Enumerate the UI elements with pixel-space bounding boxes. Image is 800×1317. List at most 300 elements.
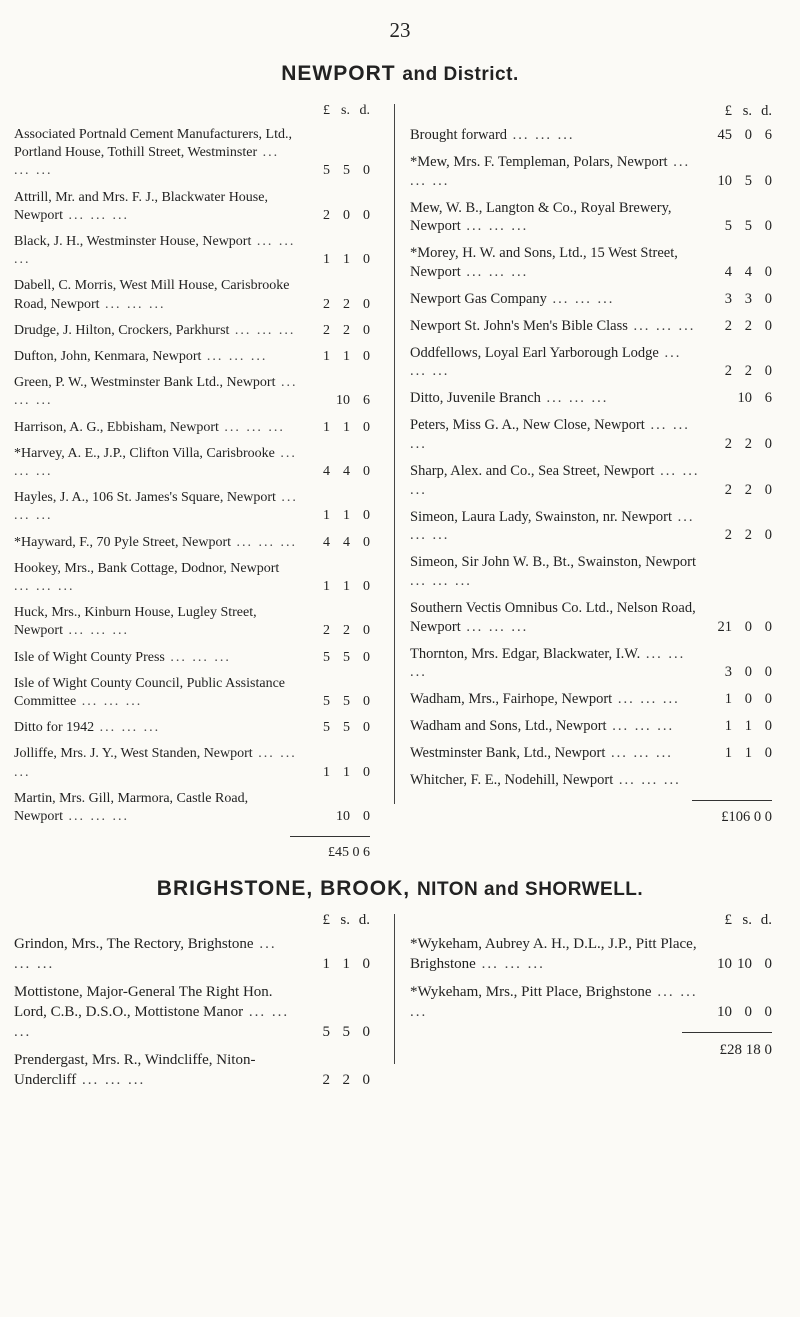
column-header [14, 910, 370, 930]
amount-shillings: 2 [744, 363, 752, 380]
entry-amount [708, 717, 772, 736]
subscriber-name: Newport Gas Company [410, 290, 547, 307]
leader-dots: ... ... ... [410, 417, 690, 452]
leader-dots: ... ... ... [63, 809, 129, 825]
leader-dots: ... ... ... [201, 349, 268, 365]
entry-line [14, 534, 370, 552]
subscriber-name: Oddfellows, Loyal Earl Yarborough Lodge [410, 344, 659, 361]
leader-dots: ... ... ... [14, 445, 297, 480]
amount-pounds: 4 [323, 534, 330, 550]
entry-line [410, 126, 772, 145]
subscriber-entry [410, 771, 772, 790]
currency-pence-header: d. [761, 103, 772, 119]
subscriber-name: Jolliffe, Mrs. J. Y., West Standen, Newport [14, 746, 253, 762]
entry-line [14, 719, 370, 737]
leader-dots: ... ... ... [605, 744, 673, 761]
currency-header [306, 910, 370, 930]
entry-line [14, 322, 370, 340]
entry-line [410, 690, 772, 709]
column-total [410, 1032, 772, 1062]
entry-amount [306, 649, 370, 667]
subscriber-entry [410, 416, 772, 454]
leader-dots: ... ... ... [63, 623, 129, 639]
amount-pounds: 1 [323, 764, 330, 780]
amount-pence: 6 [764, 127, 772, 143]
entry-line [14, 604, 370, 640]
entry-line [14, 790, 370, 826]
entry-line [14, 560, 370, 596]
leader-dots: ... ... ... [540, 390, 609, 407]
subscriber-name: Wadham, Mrs., Fairhope, Newport [410, 691, 613, 708]
subscriber-entry [410, 389, 772, 408]
subscriber-name: Prendergast, Mrs. R., Windcliffe, Niton-Undercliff [14, 1052, 256, 1088]
amount-pence: 0 [764, 435, 772, 452]
entry-amount [708, 663, 772, 682]
entry-line [410, 553, 772, 591]
amount-pounds: 3 [724, 664, 732, 681]
amount-shillings: 0 [343, 207, 350, 223]
currency-pence-header: d. [359, 103, 370, 118]
amount-shillings: 4 [343, 464, 350, 480]
subscriber-name: Westminster Bank, Ltd., Newport [410, 744, 606, 761]
entry-amount [306, 1070, 370, 1090]
entry-line [14, 1050, 370, 1090]
amount-shillings: 2 [744, 481, 752, 498]
amount-pence: 0 [362, 1024, 370, 1040]
subscriber-name: Mew, W. B., Langton & Co., Royal Brewery, Newport [410, 199, 672, 235]
amount-pence: 0 [764, 317, 772, 334]
amount-pence: 0 [764, 718, 772, 735]
entry-line [410, 982, 772, 1022]
total-amount: £106 0 0 [721, 808, 772, 825]
amount-pounds: 2 [724, 527, 732, 544]
leader-dots: ... ... ... [475, 956, 545, 972]
amount-shillings: 0 [744, 618, 752, 635]
subscriber-entry [410, 508, 772, 546]
entry-amount [306, 322, 370, 340]
amount-shillings: 10 [336, 809, 350, 825]
entry-line [14, 374, 370, 410]
subscriber-name: Wadham and Sons, Ltd., Newport [410, 718, 607, 735]
currency-shillings-header: s. [341, 103, 350, 118]
amount-pounds: 2 [323, 296, 330, 312]
amount-pounds: 2 [724, 435, 732, 452]
entry-amount [306, 764, 370, 782]
amount-pence: 0 [363, 720, 370, 736]
amount-shillings: 4 [343, 534, 350, 550]
entry-amount [306, 622, 370, 640]
amount-shillings: 0 [744, 691, 752, 708]
amount-pence: 0 [764, 172, 772, 189]
amount-pounds: 1 [323, 252, 330, 268]
amount-pounds: 10 [717, 956, 732, 972]
column-total [14, 836, 370, 866]
leader-dots: ... ... ... [460, 618, 529, 635]
subscriber-name: Harrison, A. G., Ebbisham, Newport [14, 419, 219, 435]
amount-pence: 0 [363, 649, 370, 665]
section-title-main: BRIGHSTONE, BROOK, [156, 877, 411, 900]
amount-pounds: 2 [323, 322, 330, 338]
entry-amount [306, 419, 370, 437]
leader-dots: ... ... ... [14, 375, 298, 409]
amount-pounds: 1 [323, 419, 330, 435]
leader-dots: ... ... ... [460, 264, 529, 281]
amount-pounds: 1 [322, 956, 330, 972]
entry-line [14, 934, 370, 974]
entry-amount [306, 534, 370, 552]
amount-pence: 0 [363, 809, 370, 825]
subscriber-entry [14, 277, 370, 313]
subscriber-entry [410, 645, 772, 683]
entry-amount [708, 126, 772, 145]
brighstone-left-column [14, 910, 370, 1098]
entry-amount [708, 690, 772, 709]
currency-pence-header: d. [358, 912, 370, 928]
entry-line [410, 317, 772, 336]
subscriber-name: Grindon, Mrs., The Rectory, Brighstone [14, 936, 254, 952]
entry-amount [306, 1022, 370, 1042]
amount-pence: 0 [363, 764, 370, 780]
subscriber-entry [410, 690, 772, 709]
entry-amount [708, 481, 772, 500]
entry-amount [708, 526, 772, 545]
amount-shillings: 5 [343, 694, 350, 710]
subscriber-entry [14, 445, 370, 481]
entry-line [410, 290, 772, 309]
amount-pounds: 1 [323, 579, 330, 595]
currency-pounds-header: £ [724, 912, 732, 928]
subscriber-name: Dufton, John, Kenmara, Newport [14, 349, 202, 365]
subscriber-entry [14, 719, 370, 737]
amount-pence: 0 [764, 664, 772, 681]
leader-dots: ... ... ... [14, 490, 298, 524]
subscriber-entry [410, 934, 772, 974]
amount-pounds: 2 [724, 317, 732, 334]
subscriber-entry [410, 553, 772, 591]
amount-pence: 0 [363, 534, 370, 550]
entry-amount [708, 362, 772, 381]
subscriber-entry [14, 649, 370, 667]
subscriber-name: *Mew, Mrs. F. Templeman, Polars, Newport [410, 153, 668, 170]
amount-pounds: 1 [323, 508, 330, 524]
amount-pounds: 5 [724, 218, 732, 235]
amount-pence: 0 [363, 163, 370, 179]
leader-dots: ... ... ... [410, 508, 695, 544]
column-header [410, 102, 772, 122]
currency-header [708, 102, 772, 121]
subscriber-name: Sharp, Alex. and Co., Sea Street, Newport [410, 462, 655, 479]
subscriber-entry [14, 934, 370, 974]
subscriber-entry [410, 244, 772, 282]
amount-pence: 0 [764, 956, 772, 972]
column-total [410, 800, 772, 830]
subscriber-entry [14, 560, 370, 596]
entry-line [410, 416, 772, 454]
amount-pounds: 10 [717, 1004, 732, 1020]
entry-amount [708, 263, 772, 282]
currency-shillings-header: s. [340, 912, 350, 928]
leader-dots: ... ... ... [14, 234, 296, 268]
entry-amount [306, 954, 370, 974]
amount-pence: 0 [764, 618, 772, 635]
amount-pence: 0 [764, 744, 772, 761]
amount-pounds: 1 [323, 349, 330, 365]
amount-pounds: 5 [322, 1024, 330, 1040]
subscriber-entry [410, 462, 772, 500]
entry-line [410, 199, 772, 237]
leader-dots: ... ... ... [14, 936, 277, 972]
subscriber-name: Hayles, J. A., 106 St. James's Square, Newport [14, 490, 276, 506]
amount-shillings: 1 [343, 349, 350, 365]
amount-shillings: 2 [343, 623, 350, 639]
entry-amount [708, 744, 772, 763]
amount-pence: 0 [764, 527, 772, 544]
column-header [14, 102, 370, 122]
subscriber-entry [14, 348, 370, 366]
column-divider [394, 104, 395, 804]
amount-shillings: 10 [336, 393, 350, 409]
entry-amount [306, 463, 370, 481]
total-amount: £28 18 0 [719, 1042, 772, 1058]
amount-shillings: 2 [744, 317, 752, 334]
amount-pence: 0 [363, 322, 370, 338]
entry-line [14, 419, 370, 437]
entry-line [410, 244, 772, 282]
entry-line [410, 934, 772, 974]
amount-pounds: 1 [724, 718, 732, 735]
subscriber-entry [410, 344, 772, 382]
section-title-main: NEWPORT [281, 62, 396, 85]
subscriber-entry [14, 233, 370, 269]
amount-shillings: 1 [343, 764, 350, 780]
currency-pounds-header: £ [323, 103, 330, 118]
leader-dots: ... ... ... [14, 746, 297, 780]
entry-line [14, 745, 370, 781]
entry-amount [306, 392, 370, 410]
total-rule-top [290, 836, 370, 837]
leader-dots: ... ... ... [546, 290, 615, 307]
subscriber-name: Huck, Mrs., Kinburn House, Lugley Street, Newport [14, 605, 257, 639]
leader-dots: ... ... ... [76, 1072, 146, 1088]
amount-shillings: 5 [744, 172, 752, 189]
entry-amount [306, 693, 370, 711]
amount-pence: 0 [363, 252, 370, 268]
subscriber-name: Newport St. John's Men's Bible Class [410, 317, 628, 334]
subscriber-entry [14, 374, 370, 410]
amount-pounds: 3 [724, 290, 732, 307]
entry-line [14, 277, 370, 313]
amount-pounds [306, 808, 330, 826]
leader-dots: ... ... ... [613, 771, 681, 788]
amount-pounds: 2 [322, 1072, 330, 1088]
leader-dots: ... ... ... [410, 573, 472, 590]
subscriber-entry [14, 489, 370, 525]
amount-shillings: 2 [343, 296, 350, 312]
subscriber-entry [14, 745, 370, 781]
currency-pounds-header: £ [724, 103, 732, 119]
leader-dots: ... ... ... [410, 153, 691, 189]
amount-pounds: 1 [724, 744, 732, 761]
entry-line [14, 982, 370, 1042]
amount-pence: 6 [363, 393, 370, 409]
subscriber-name: Drudge, J. Hilton, Crockers, Parkhurst [14, 322, 230, 338]
entry-amount [306, 808, 370, 826]
entry-amount [708, 1002, 772, 1022]
entry-line [14, 348, 370, 366]
amount-pence: 0 [764, 290, 772, 307]
entry-line [410, 153, 772, 191]
subscriber-name: Mottistone, Major-General The Right Hon. Lord, C.B., D.S.O., Mottistone Manor [14, 984, 273, 1020]
entry-amount [306, 251, 370, 269]
entry-line [410, 771, 772, 790]
amount-shillings: 2 [744, 435, 752, 452]
amount-pence: 0 [363, 296, 370, 312]
total-amount: £45 0 6 [328, 845, 370, 861]
currency-header [306, 102, 370, 120]
amount-shillings: 1 [744, 744, 752, 761]
amount-shillings: 2 [342, 1072, 350, 1088]
subscriber-name: Associated Portnald Cement Manufacturers, Ltd., Portland House, Tothill Street, Westminster [14, 127, 292, 161]
subscriber-entry [410, 717, 772, 736]
amount-shillings: 5 [343, 163, 350, 179]
amount-shillings: 10 [737, 956, 752, 972]
amount-pence: 6 [764, 390, 772, 407]
currency-pounds-header: £ [322, 912, 330, 928]
amount-shillings: 1 [343, 579, 350, 595]
subscriber-entry [410, 744, 772, 763]
section-title-brighstone [0, 877, 800, 901]
subscriber-entry [410, 599, 772, 637]
subscriber-name: Isle of Wight County Council, Public Assistance Committee [14, 675, 285, 710]
amount-shillings: 5 [342, 1024, 350, 1040]
leader-dots: ... ... ... [507, 127, 575, 143]
entry-line [410, 599, 772, 637]
entry-line [14, 675, 370, 711]
amount-pence: 0 [362, 1072, 370, 1088]
amount-pence: 0 [764, 691, 772, 708]
leader-dots: ... ... ... [218, 419, 285, 435]
subscriber-name: Brought forward [410, 127, 508, 143]
leader-dots: ... ... ... [606, 718, 675, 735]
entry-line [410, 462, 772, 500]
leader-dots: ... ... ... [94, 720, 161, 736]
entry-amount [708, 172, 772, 191]
subscriber-name: Southern Vectis Omnibus Co. Ltd., Nelson Road, Newport [410, 599, 696, 635]
entry-amount [306, 296, 370, 314]
amount-pence: 0 [764, 363, 772, 380]
entry-amount [306, 162, 370, 180]
leader-dots: ... ... ... [627, 317, 696, 334]
amount-pounds: 2 [724, 363, 732, 380]
entry-amount [306, 507, 370, 525]
entry-line [410, 508, 772, 546]
amount-pounds: 21 [717, 618, 732, 635]
amount-pounds: 5 [323, 163, 330, 179]
subscriber-name: Attrill, Mr. and Mrs. F. J., Blackwater House, Newport [14, 189, 268, 223]
amount-pence: 0 [363, 508, 370, 524]
leader-dots: ... ... ... [164, 649, 231, 665]
leader-dots: ... ... ... [14, 1004, 290, 1040]
section-title-newport [0, 62, 800, 86]
amount-pence: 0 [362, 956, 370, 972]
leader-dots: ... ... ... [231, 534, 298, 550]
subscriber-entry [14, 982, 370, 1042]
leader-dots: ... ... ... [410, 645, 686, 681]
subscriber-name: Hookey, Mrs., Bank Cottage, Dodnor, Newport [14, 560, 280, 576]
total-rule-top [692, 800, 772, 801]
amount-pence: 0 [363, 623, 370, 639]
entry-line [14, 649, 370, 667]
leader-dots: ... ... ... [229, 322, 296, 338]
amount-pounds [708, 389, 732, 408]
entry-line [410, 744, 772, 763]
amount-pence: 0 [764, 481, 772, 498]
entry-amount [708, 217, 772, 236]
amount-pence: 0 [363, 419, 370, 435]
entry-amount [306, 578, 370, 596]
currency-shillings-header: s. [742, 912, 752, 928]
amount-pence: 0 [764, 264, 772, 281]
section-title-sub: and District. [402, 64, 519, 85]
entry-amount [306, 207, 370, 225]
amount-pounds: 5 [323, 649, 330, 665]
amount-shillings: 2 [343, 322, 350, 338]
leader-dots: ... ... ... [410, 984, 698, 1020]
entry-line [410, 717, 772, 736]
subscriber-entry [410, 290, 772, 309]
leader-dots: ... ... ... [63, 207, 129, 223]
amount-shillings: 3 [744, 290, 752, 307]
subscriber-name: *Wykeham, Aubrey A. H., D.L., J.P., Pitt Place, Brighstone [410, 936, 697, 972]
entry-line [410, 344, 772, 382]
subscriber-name: *Morey, H. W. and Sons, Ltd., 15 West Street, Newport [410, 245, 678, 281]
amount-pounds: 5 [323, 694, 330, 710]
entry-line [14, 126, 370, 181]
entry-line [14, 489, 370, 525]
subscriber-entry [410, 153, 772, 191]
entry-amount [708, 435, 772, 454]
entry-line [14, 233, 370, 269]
leader-dots: ... ... ... [14, 145, 280, 179]
subscriber-name: Simeon, Laura Lady, Swainston, nr. Newport [410, 508, 673, 525]
entry-amount [708, 317, 772, 336]
currency-pence-header: d. [760, 912, 772, 928]
currency-shillings-header: s. [742, 103, 752, 119]
amount-pence: 0 [764, 1004, 772, 1020]
leader-dots: ... ... ... [76, 694, 143, 710]
newport-left-column [14, 102, 370, 866]
subscriber-entry [14, 419, 370, 437]
amount-pounds: 10 [717, 172, 732, 189]
amount-pounds: 4 [323, 464, 330, 480]
entry-line [14, 189, 370, 225]
amount-shillings: 5 [744, 218, 752, 235]
amount-pounds: 1 [724, 691, 732, 708]
currency-header [708, 910, 772, 930]
amount-shillings: 10 [737, 390, 752, 407]
leader-dots: ... ... ... [410, 462, 700, 498]
subscriber-entry [14, 126, 370, 181]
amount-pence: 0 [363, 349, 370, 365]
amount-shillings: 5 [343, 649, 350, 665]
subscriber-name: Ditto for 1942 [14, 720, 95, 736]
subscriber-entry [14, 1050, 370, 1090]
section-title-sub: NITON and SHORWELL. [416, 879, 644, 900]
subscriber-name: *Wykeham, Mrs., Pitt Place, Brighstone [410, 984, 652, 1000]
amount-pence: 0 [363, 579, 370, 595]
subscriber-name: Dabell, C. Morris, West Mill House, Carisbrooke Road, Newport [14, 278, 290, 312]
leader-dots: ... ... ... [99, 296, 166, 312]
